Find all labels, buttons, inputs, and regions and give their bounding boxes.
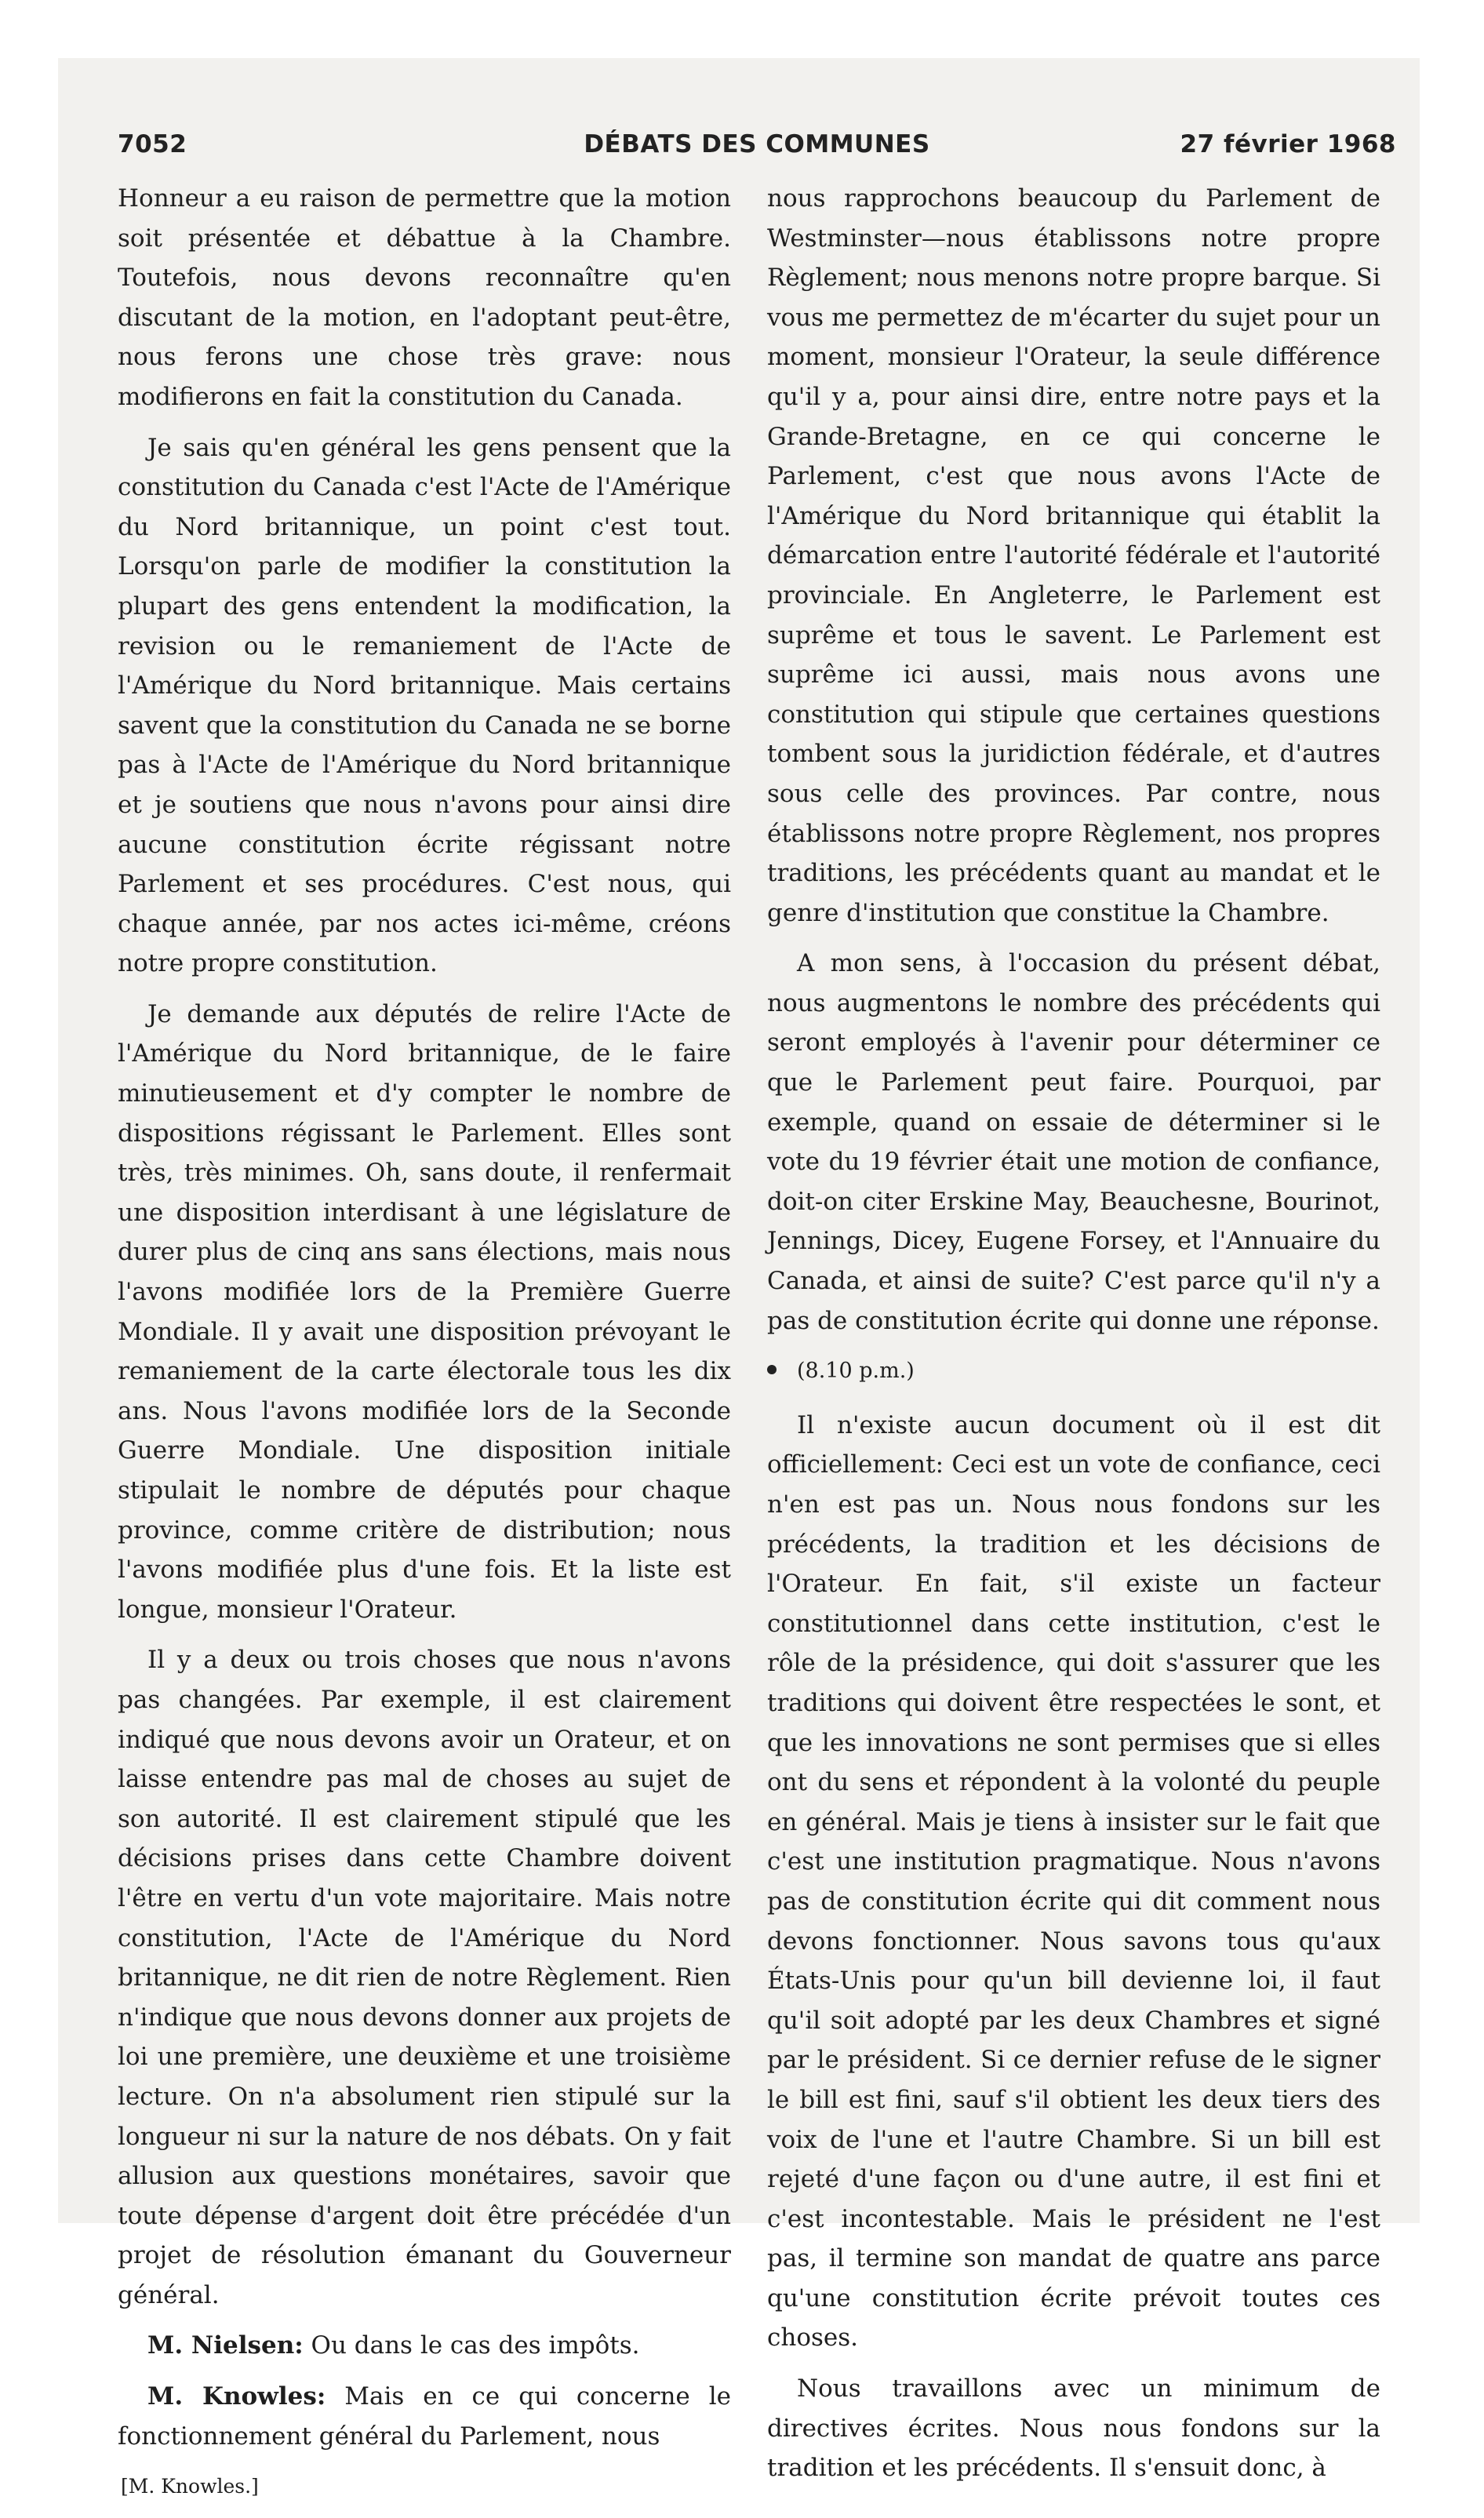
speech-knowles — [118, 2377, 731, 2456]
timestamp-text: (8.10 p.m.) — [797, 1359, 915, 1384]
right-column — [767, 179, 1380, 2499]
paragraph: Il n'existe aucun document où il est dit officiellement: Ceci est un vote de confiance, ceci n'en est pas un. Nous nous fondons sur les précédents, la tradition et les décisions de l'Orateur. En fait, s'il existe un facteur constitutionnel dans cette institution, c'est le rôle de la présidence, qui doit s'assurer que les traditions qui doivent être respectées le sont, et que les innovations ne sont permises que si elles ont du sens et répondent à la volonté du peuple en général. Mais je tiens à insister sur le fait que c'est une institution pragmatique. Nous n'avons pas de constitution écrite qui dit comment nous devons fonctionner. Nous savons tous qu'aux États-Unis pour qu'un bill devienne loi, il faut qu'il soit adopté par les deux Chambres et signé par le président. Si ce dernier refuse de le signer le bill est fini, sauf s'il obtient les deux tiers des voix de l'une et l'autre Chambre. Si un bill est rejeté d'une façon ou d'une autre, il est fini et c'est incontestable. Mais le président ne l'est pas, il termine son mandat de quatre ans parce qu'une constitution écrite prévoit toutes ces choses. — [767, 1410, 1380, 2352]
paragraph: A mon sens, à l'occasion du présent débat, nous augmentons le nombre des précédents qui seront employés à l'avenir pour déterminer ce que le Parlement peut faire. Pourquoi, par exemple, quand on essaie de déterminer si le vote du 19 février était une motion de confiance, doit-on citer Erskine May, Beauchesne, Bourinot, Jennings, Dicey, Eugene Forsey, et l'Annuaire du Canada, et ainsi de suite? C'est parce qu'il n'y a pas de constitution écrite qui donne une réponse. — [767, 949, 1380, 1335]
publication-title: DÉBATS DES COMMUNES — [584, 130, 930, 158]
left-column — [118, 179, 731, 2518]
paragraph: Honneur a eu raison de permettre que la motion soit présentée et débattue à la Chambre. Toutefois, nous devons reconnaître qu'en discutant de la motion, en l'adoptant peut-être, nous ferons une chose très grave: nous modifierons en fait la constitution du Canada. — [118, 184, 731, 411]
speech-text: Ou dans le cas des impôts. — [303, 2331, 640, 2360]
speech-text: Mais en ce qui concerne le fonctionnement général du Parlement, nous — [118, 2382, 731, 2451]
paragraph: Il y a deux ou trois choses que nous n'avons pas changées. Par exemple, il est clairement indiqué que nous devons avoir un Orateur, et on laisse entendre pas mal de choses au sujet de son autorité. Il est clairement stipulé que les décisions prises dans cette Chambre doivent l'être en vertu d'un vote majoritaire. Mais notre constitution, l'Acte de l'Amérique du Nord britannique, ne dit rien de notre Règlement. Rien n'indique que nous devons donner aux projets de loi une première, une deuxième et une troisième lecture. On n'a absolument rien stipulé sur la longueur ni sur la nature de nos débats. On y fait allusion aux questions monétaires, savoir que toute dépense d'argent doit être précédée d'un projet de résolution émanant du Gouverneur général. — [118, 1646, 731, 2309]
paragraph: nous rapprochons beaucoup du Parlement de Westminster—nous établissons notre propre Règlement; nous menons notre propre barque. Si vous me permettez de m'écarter du sujet pour un moment, monsieur l'Orateur, la seule différence qu'il y a, pour ainsi dire, entre notre pays et la Grande-Bretagne, en ce qui concerne le Parlement, c'est que nous avons l'Acte de l'Amérique du Nord britannique qui établit la démarcation entre l'autorité fédérale et l'autorité provinciale. En Angleterre, le Parlement est suprême et tous le savent. Le Parlement est suprême ici aussi, mais nous avons une constitution qui stipule que certaines questions tombent sous la juridiction fédérale, et d'autres sous celle des provinces. Par contre, nous établissons notre propre Règlement, nos propres traditions, les précédents quant au mandat et le genre d'institution que constitue la Chambre. — [767, 184, 1380, 927]
speech-nielsen — [118, 2326, 731, 2366]
header-date: 27 février 1968 — [1180, 130, 1396, 158]
paragraph: Je sais qu'en général les gens pensent que la constitution du Canada c'est l'Acte de l'Amérique du Nord britannique, un point c'est tout. Lorsqu'on parle de modifier la constitution la plupart des gens entendent la modification, la revision ou le remaniement de l'Acte de l'Amérique du Nord britannique. Mais certains savent que la constitution du Canada ne se borne pas à l'Acte de l'Amérique du Nord britannique et je soutiens que nous n'avons pour ainsi dire aucune constitution écrite régissant notre Parlement et ses procédures. C'est nous, qui chaque année, par nos actes ici-même, créons notre propre constitution. — [118, 433, 731, 978]
paragraph: Nous travaillons avec un minimum de directives écrites. Nous nous fondons sur la tradition et les précédents. Il s'ensuit donc, à — [767, 2374, 1380, 2483]
page-number: 7052 — [118, 130, 187, 158]
speaker-footer-tag: [M. Knowles.] — [121, 2475, 259, 2498]
speaker-name: M. Knowles: — [147, 2382, 326, 2411]
speaker-name: M. Nielsen: — [147, 2331, 304, 2360]
page-header — [118, 130, 1396, 165]
paragraph: Je demande aux députés de relire l'Acte de l'Amérique du Nord britannique, de le faire minutieusement et d'y compter le nombre de dispositions régissant le Parlement. Elles sont très, très minimes. Oh, sans doute, il renfermait une disposition interdisant à une législature de durer plus de cinq ans sans élections, mais nous l'avons modifiée lors de la Première Guerre Mondiale. Il y avait une disposition prévoyant le remaniement de la carte électorale tous les dix ans. Nous l'avons modifiée lors de la Seconde Guerre Mondiale. Une disposition initiale stipulait le nombre de députés pour chaque province, comme critère de distribution; nous l'avons modifiée plus d'une fois. Et la liste est longue, monsieur l'Orateur. — [118, 999, 731, 1624]
timestamp — [767, 1352, 1380, 1392]
bullet-icon — [767, 1365, 777, 1374]
